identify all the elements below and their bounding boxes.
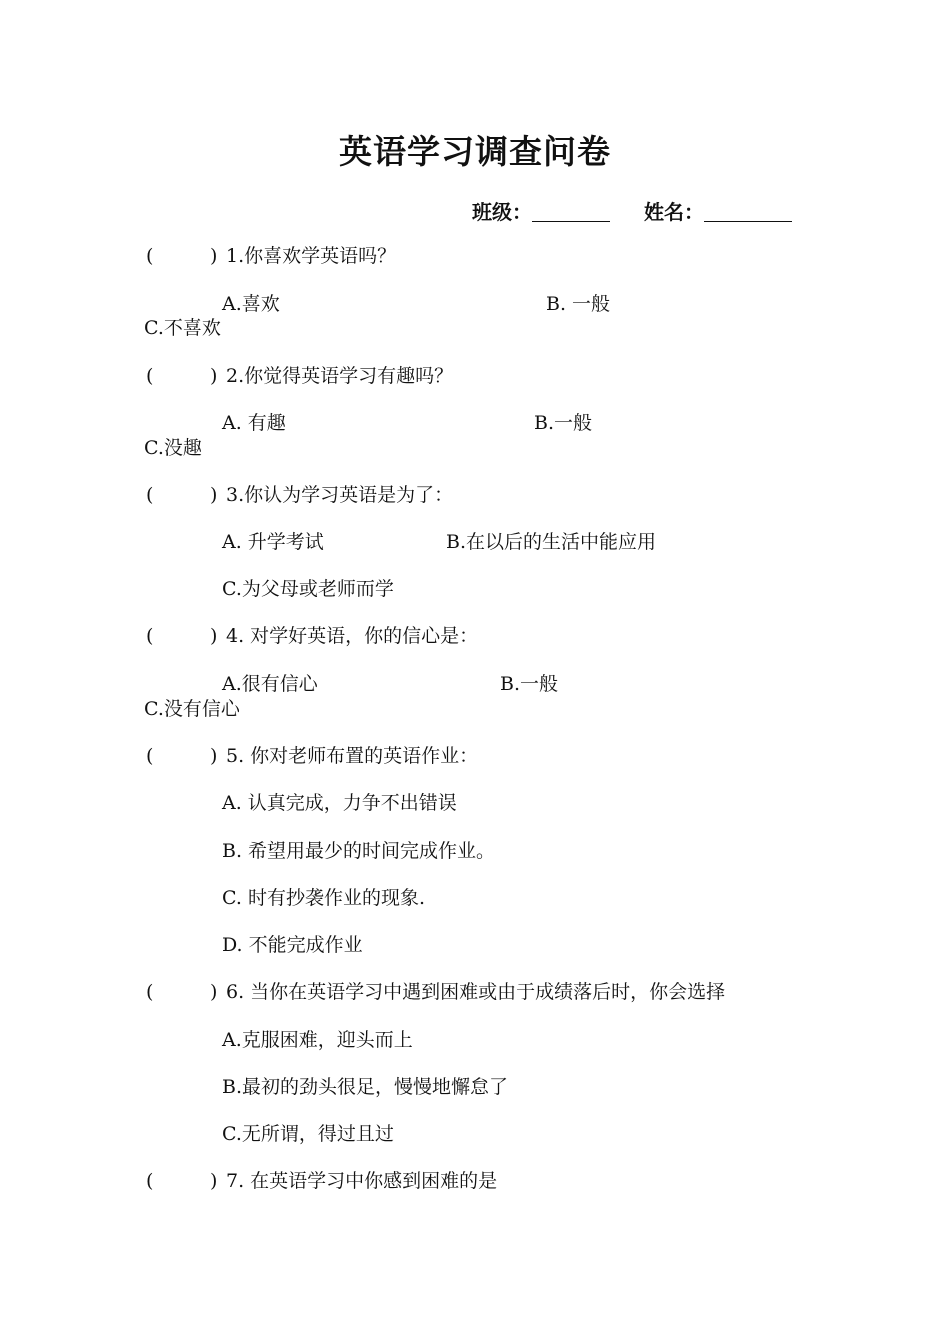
question-5-option-a: A. 认真完成，力争不出错误 — [222, 792, 457, 814]
question-2-option-c: C.没趣 — [144, 437, 202, 459]
question-5-option-b: B. 希望用最少的时间完成作业。 — [222, 840, 496, 862]
question-3-option-a: A. 升学考试 — [222, 531, 324, 553]
question-1-option-c: C.不喜欢 — [144, 317, 221, 339]
question-4-option-b: B.一般 — [500, 673, 559, 695]
answer-paren-open[interactable]: ( — [146, 484, 154, 506]
question-3-option-c: C.为父母或老师而学 — [222, 578, 394, 600]
answer-paren-close: ) — [210, 625, 218, 647]
question-6-option-a: A.克服困难，迎头而上 — [222, 1029, 413, 1051]
question-4-option-c: C.没有信心 — [144, 698, 240, 720]
answer-paren-close: ) — [210, 365, 218, 387]
class-blank[interactable] — [532, 201, 610, 222]
class-label: 班级： — [472, 200, 532, 224]
answer-paren-open[interactable]: ( — [146, 981, 154, 1003]
answer-paren-open[interactable]: ( — [146, 745, 154, 767]
question-1-option-a: A.喜欢 — [222, 293, 280, 315]
question-5-option-d: D. 不能完成作业 — [222, 934, 363, 956]
question-2-option-a: A. 有趣 — [222, 412, 286, 434]
student-info-line — [472, 196, 792, 225]
page-title: 英语学习调查问卷 — [339, 132, 611, 171]
question-text: 2.你觉得英语学习有趣吗？ — [226, 365, 454, 387]
answer-paren-close: ) — [210, 245, 218, 267]
question-text: 4. 对学好英语，你的信心是： — [226, 625, 479, 647]
answer-paren-close: ) — [210, 1170, 218, 1192]
question-2-option-b: B.一般 — [534, 412, 593, 434]
question-6-option-b: B.最初的劲头很足，慢慢地懈怠了 — [222, 1076, 509, 1098]
answer-paren-open[interactable]: ( — [146, 1170, 154, 1192]
question-text: 1.你喜欢学英语吗？ — [226, 245, 397, 267]
question-1-option-b: B. 一般 — [546, 293, 611, 315]
answer-paren-close: ) — [210, 981, 218, 1003]
name-blank[interactable] — [704, 201, 792, 222]
question-4-option-a: A.很有信心 — [222, 673, 318, 695]
question-5-option-c: C. 时有抄袭作业的现象. — [222, 887, 425, 909]
answer-paren-open[interactable]: ( — [146, 245, 154, 267]
question-text: 6. 当你在英语学习中遇到困难或由于成绩落后时，你会选择 — [226, 981, 726, 1003]
name-label: 姓名： — [644, 200, 704, 224]
answer-paren-open[interactable]: ( — [146, 625, 154, 647]
question-text: 3.你认为学习英语是为了： — [226, 484, 454, 506]
question-3-option-b: B.在以后的生活中能应用 — [446, 531, 657, 553]
question-text: 5. 你对老师布置的英语作业： — [226, 745, 479, 767]
answer-paren-open[interactable]: ( — [146, 365, 154, 387]
answer-paren-close: ) — [210, 484, 218, 506]
question-text: 7. 在英语学习中你感到困难的是 — [226, 1170, 498, 1192]
question-6-option-c: C.无所谓，得过且过 — [222, 1123, 394, 1145]
answer-paren-close: ) — [210, 745, 218, 767]
